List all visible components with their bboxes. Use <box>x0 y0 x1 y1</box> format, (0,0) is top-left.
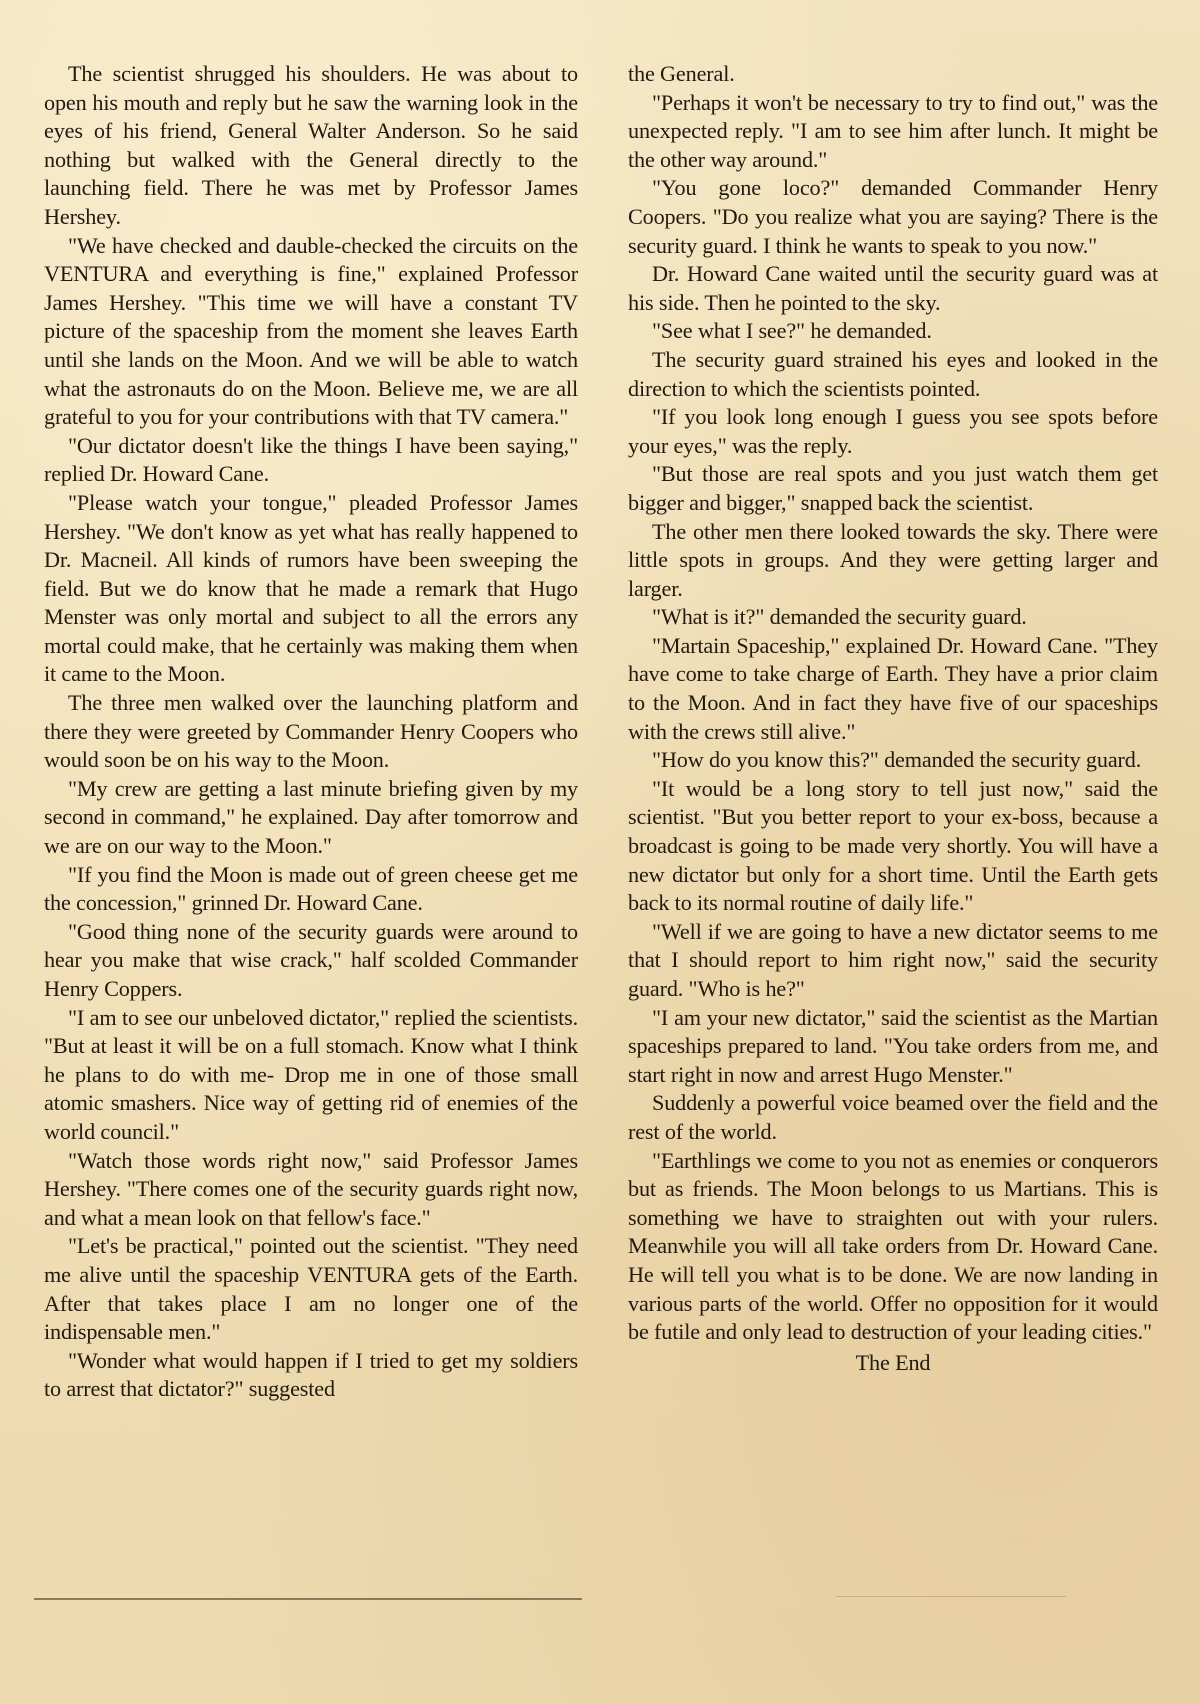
paragraph: The scientist shrugged his shoulders. He was about to open his mouth and reply but he saw the warning look in the eyes of his friend, General Walter Anderson. So he said nothing but walked with the General directly to the launching field. There he was met by Professor James Hershey. <box>44 61 578 229</box>
paragraph: "But those are real spots and you just watch them get bigger and bigger," snapped back the scientist. <box>628 461 1158 515</box>
paragraph: "Martain Spaceship," explained Dr. Howard Cane. "They have come to take charge of Earth. They have a prior claim to the Moon. And in fact they have five of our spaceships with the crews still alive." <box>628 632 1158 744</box>
paragraph: "See what I see?" he demanded. <box>652 318 932 344</box>
paragraph: Dr. Howard Cane waited until the security guard was at his side. Then he pointed to the sky. <box>628 261 1158 315</box>
paragraph: "We have checked and dauble-checked the circuits on the VENTURA and everything is fine," explained Professor James Hershey. "This time we will have a constant TV picture of the spaceship from the moment she leaves Earth until she lands on the Moon. And we will be able to watch what the astronauts do on the Moon. Believe me, we are all grateful to you for your contributions with that TV camera." <box>44 232 578 430</box>
paragraph: "I am to see our unbeloved dictator," replied the scientists. "But at least it will be on a full stomach. Know what I think he plans to do with me- Drop me in one of those small atomic smashers. Nice way of getting rid of enemies of the world council." <box>44 1004 578 1144</box>
the-end-label: The End <box>855 1349 931 1375</box>
paragraph: "Earthlings we come to you not as enemies or conquerors but as friends. The Moon belongs to us Martians. This is something we have to straighten out with your rulers. Meanwhile you will all take orders from Dr. Howard Cane. He will tell you what is to be done. We are now landing in various parts of the world. Offer no opposition for it would be futile and only lead to destruction of your leading cities." <box>628 1147 1158 1345</box>
paragraph: "Good thing none of the security guards were around to hear you make that wise crack," half scolded Commander Henry Coppers. <box>44 918 578 1001</box>
paragraph: "Perhaps it won't be necessary to try to find out," was the unexpected reply. "I am to see him after lunch. It might be the other way around." <box>628 89 1158 172</box>
paragraph: "What is it?" demanded the security guard. <box>652 604 1027 630</box>
paragraph: "Well if we are going to have a new dictator seems to me that I should report to him right now," said the security guard. "Who is he?" <box>628 918 1158 1001</box>
paragraph: "If you look long enough I guess you see spots before your eyes," was the reply. <box>628 404 1158 458</box>
right-text-column <box>628 60 1158 1377</box>
paragraph: the General. <box>628 61 735 86</box>
paragraph: "Watch those words right now," said Professor James Hershey. "There comes one of the security guards right now, and what a mean look on that fellow's face." <box>44 1147 578 1230</box>
paragraph: "Let's be practical," pointed out the scientist. "They need me alive until the spaceship VENTURA gets of the Earth. After that takes place I am no longer one of the indispensable men." <box>44 1233 578 1345</box>
paragraph: "If you find the Moon is made out of green cheese get me the concession," grinned Dr. Howard Cane. <box>44 861 578 916</box>
paragraph: "Our dictator doesn't like the things I have been saying," replied Dr. Howard Cane. <box>44 432 578 487</box>
paragraph: "Please watch your tongue," pleaded Professor James Hershey. "We don't know as yet what has really happened to Dr. Macneil. All kinds of rumors have been sweeping the field. But we do know that he made a remark that Hugo Menster was only mortal and subject to all the errors any mortal could make, that he certainly was making them when it came to the Moon. <box>44 489 578 687</box>
paragraph: "My crew are getting a last minute briefing given by my second in command," he explained. Day after tomorrow and we are on our way to the Moon." <box>44 775 578 859</box>
paragraph: "You gone loco?" demanded Commander Henry Coopers. "Do you realize what you are saying? There is the security guard. I think he wants to speak to you now." <box>628 175 1158 258</box>
bottom-rule <box>34 1598 582 1600</box>
paragraph: "I am your new dictator," said the scientist as the Martian spaceships prepared to land. "You take orders from me, and start right in now and arrest Hugo Menster." <box>628 1004 1158 1087</box>
paragraph: "It would be a long story to tell just now," said the scientist. "But you better report to your ex-boss, because a broadcast is going to be made very shortly. You will have a new dictator but only for a short time. Until the Earth gets back to its normal routine of daily life." <box>628 775 1158 916</box>
paragraph: The three men walked over the launching platform and there they were greeted by Commander Henry Coopers who would soon be on his way to the Moon. <box>44 690 578 773</box>
paragraph: Suddenly a powerful voice beamed over the field and the rest of the world. <box>628 1090 1158 1144</box>
paragraph: The security guard strained his eyes and looked in the direction to which the scientists pointed. <box>628 346 1158 401</box>
faint-rule <box>836 1596 1066 1597</box>
paragraph: "How do you know this?" demanded the security guard. <box>652 747 1142 773</box>
left-text-column <box>44 60 578 1404</box>
paragraph: The other men there looked towards the sky. There were little spots in groups. And they were getting larger and larger. <box>628 518 1158 601</box>
paragraph: "Wonder what would happen if I tried to get my soldiers to arrest that dictator?" suggested <box>44 1347 578 1402</box>
